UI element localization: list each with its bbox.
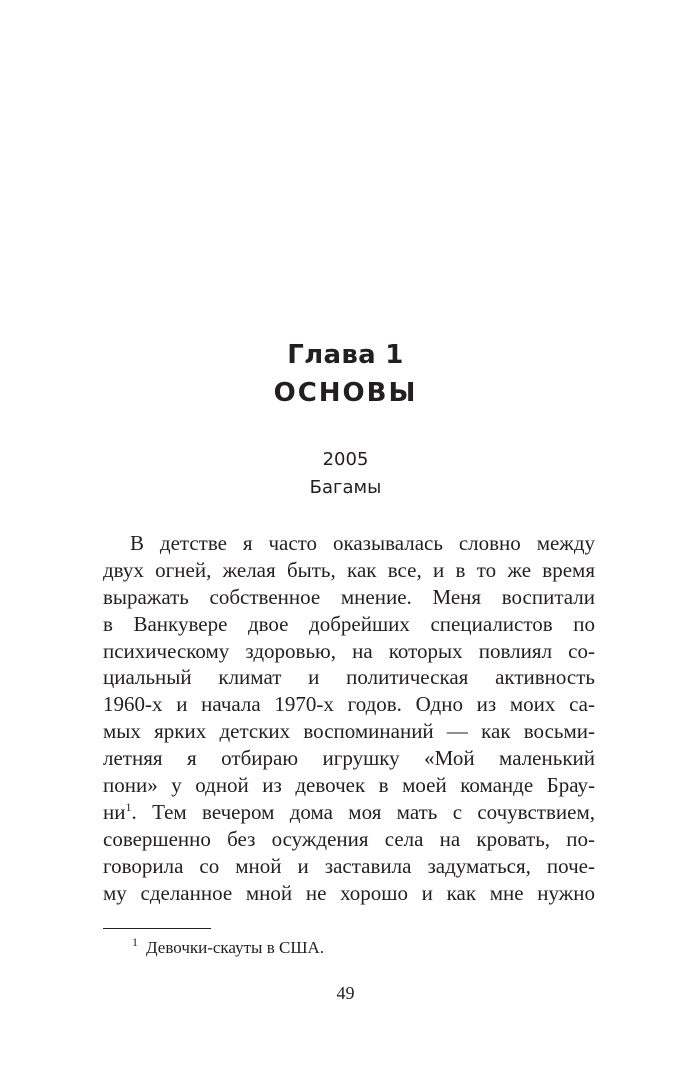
body-line: психическому здоровью, на которых повлиял со- [103, 638, 595, 663]
body-line-end: . Тем вечером дома моя мать с сочувствием, [131, 799, 595, 824]
chapter-title: ОСНОВЫ [273, 378, 418, 408]
page-number: 49 [336, 983, 355, 1003]
body-line: говорила со мной и заставила задуматься, поче- [103, 853, 595, 878]
body-line: 1960-х и начала 1970-х годов. Одно из моих са- [103, 692, 595, 717]
body-line: циальный климат и политическая активность [103, 665, 595, 690]
body-line: В детстве я часто оказывалась словно между [130, 531, 595, 555]
body-line-start: ни [103, 799, 126, 824]
body-line: му сделанное мной не хорошо и как мне нужно [103, 880, 595, 905]
chapter-number: Глава 1 [287, 340, 404, 370]
body-line: двух огней, желая быть, как все, и в то же время [103, 557, 595, 582]
section-year: 2005 [322, 449, 369, 470]
footnote-text: Девочки-скауты в США. [146, 938, 325, 957]
body-line: совершенно без осуждения села на кровать, по- [103, 826, 595, 851]
body-line-with-footnote [103, 799, 595, 826]
body-line: мых ярких детских воспоминаний — как восьми- [103, 719, 595, 744]
body-line: пони» у одной из девочек в моей команде Брау- [103, 773, 595, 798]
footnote [132, 936, 324, 960]
footnote-reference[interactable]: 1 [125, 799, 132, 814]
body-line: летняя я отбираю игрушку «Мой маленький [103, 746, 595, 771]
body-line: выражать собственное мнение. Меня воспитали [103, 584, 595, 609]
body-paragraph [103, 530, 595, 906]
body-line: в Ванкувере двое добрейших специалистов по [103, 611, 595, 636]
footnote-divider [103, 928, 211, 929]
footnote-mark: 1 [132, 935, 138, 950]
section-place: Багамы [309, 477, 382, 498]
